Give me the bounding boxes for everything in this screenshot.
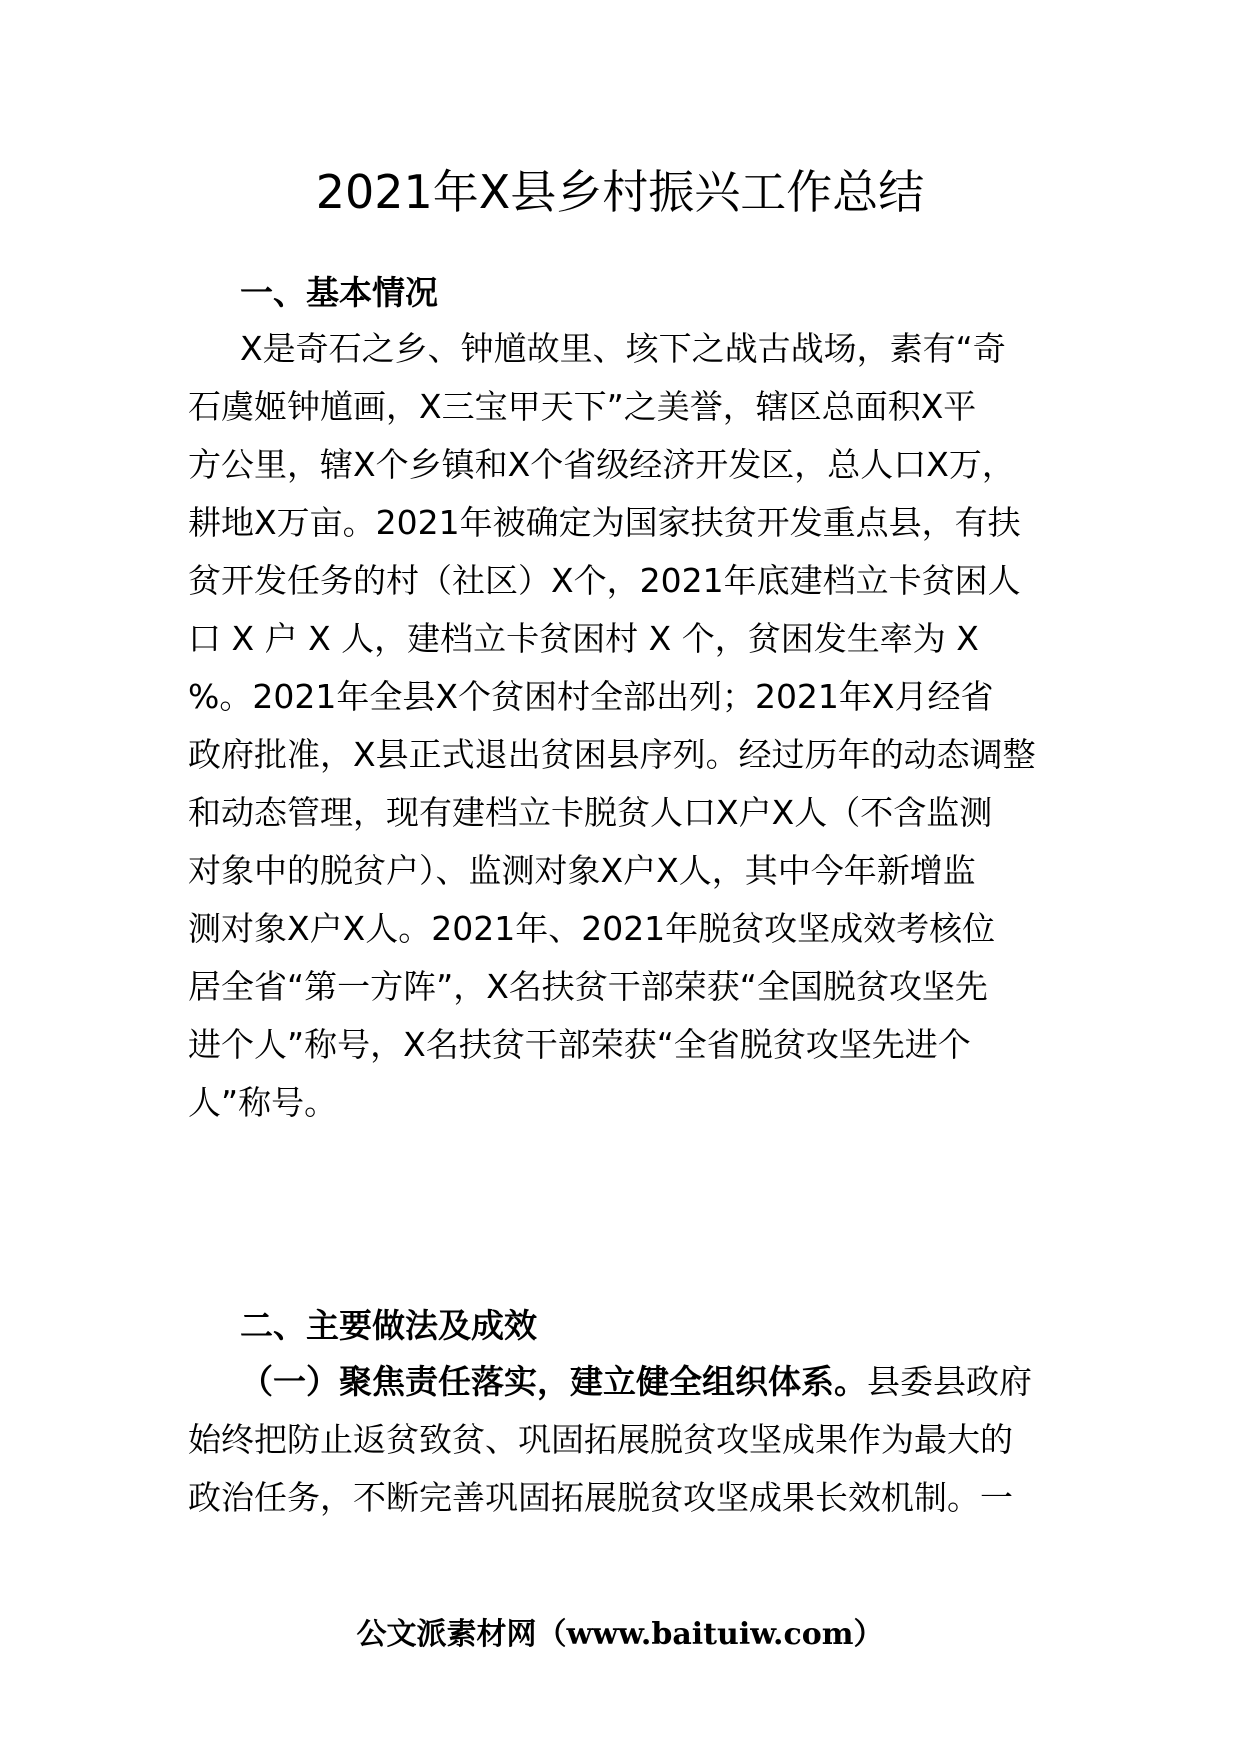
paragraph-line: 政治任务，不断完善巩固拓展脱贫攻坚成果长效机制。一: [188, 1478, 1013, 1517]
paragraph-line: [240, 1357, 1032, 1407]
paragraph-line: 和动态管理，现有建档立卡脱贫人口X户X人（不含监测: [188, 793, 993, 832]
paragraph-line: 耕地X万亩。2021年被确定为国家扶贫开发重点县，有扶: [188, 503, 1021, 542]
paragraph-text: 县委县政府: [867, 1362, 1032, 1401]
paragraph-line: 进个人”称号，X名扶贫干部荣获“全省脱贫攻坚先进个: [188, 1025, 971, 1064]
paragraph-line: 政府批准，X县正式退出贫困县序列。经过历年的动态调整: [188, 735, 1036, 774]
subsection-heading: （一）聚焦责任落实，建立健全组织体系。: [240, 1362, 867, 1401]
paragraph-line: 居全省“第一方阵”，X名扶贫干部荣获“全国脱贫攻坚先: [188, 967, 988, 1006]
paragraph-line: 贫开发任务的村（社区）X个，2021年底建档立卡贫困人: [188, 561, 1021, 600]
paragraph-line: %。2021年全县X个贫困村全部出列；2021年X月经省: [188, 677, 994, 716]
paragraph-line: 始终把防止返贫致贫、巩固拓展脱贫攻坚成果作为最大的: [188, 1420, 1013, 1459]
paragraph-line: 口 X 户 X 人，建档立卡贫困村 X 个，贫困发生率为 X: [188, 619, 979, 658]
document-title: 2021年X县乡村振兴工作总结: [315, 165, 925, 219]
source-footer: 公文派素材网（www.baituiw.com）: [356, 1617, 884, 1652]
paragraph-line: 石虞姬钟馗画，X三宝甲天下”之美誉，辖区总面积X平: [188, 387, 977, 426]
paragraph-line: X是奇石之乡、钟馗故里、垓下之战古战场，素有“奇: [240, 329, 1006, 368]
section-heading-basic: 一、基本情况: [240, 273, 438, 312]
section-heading-practices: 二、主要做法及成效: [240, 1306, 537, 1345]
paragraph-line: 测对象X户X人。2021年、2021年脱贫攻坚成效考核位: [188, 909, 996, 948]
paragraph-line: 人”称号。: [188, 1083, 338, 1122]
paragraph-line: 对象中的脱贫户）、监测对象X户X人，其中今年新增监: [188, 851, 976, 890]
paragraph-line: 方公里，辖X个乡镇和X个省级经济开发区，总人口X万，: [188, 445, 1015, 484]
